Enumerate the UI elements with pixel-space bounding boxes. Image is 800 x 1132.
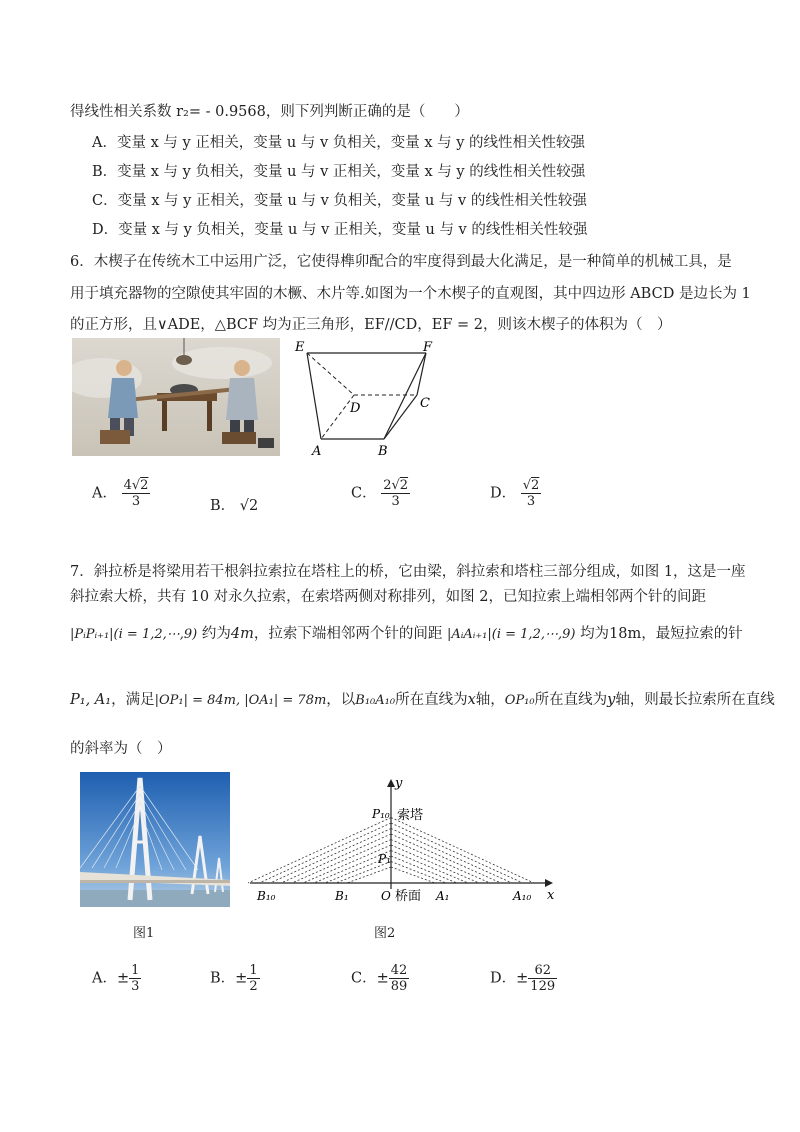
cable-line — [270, 829, 391, 884]
label-b10: B₁₀ — [257, 889, 276, 903]
q6-option-b: B． √2 — [210, 498, 259, 514]
q7-line1: 7．斜拉桥是将梁用若干根斜拉索拉在塔柱上的桥，它由梁，斜拉索和塔柱三部分组成，如图 1，这是一座 — [70, 564, 746, 580]
q7-line5: 的斜率为（ ） — [70, 741, 172, 757]
label-o: O — [381, 889, 391, 903]
label-c: C — [420, 396, 430, 411]
q5-option-a: A．变量 x 与 y 正相关，变量 u 与 v 负相关，变量 x 与 y 的线性相关性较强 — [92, 135, 586, 151]
cable-line — [391, 845, 479, 883]
cable-line — [391, 862, 446, 884]
bridge-photo — [80, 772, 230, 907]
q6-option-a: A． $\frac{4√2}{3}$ — [92, 478, 149, 509]
q7-option-b: B．± $\frac{1}{2}$ — [210, 963, 258, 994]
label-f: F — [423, 340, 433, 355]
bridge-diagram — [245, 775, 560, 910]
cable-line — [347, 867, 391, 883]
edge-ea — [307, 353, 321, 439]
q6-option-c: C． $\frac{2√2}{3}$ — [351, 478, 409, 509]
cable-line — [248, 818, 391, 884]
label-deck: 桥面 — [395, 889, 422, 904]
label-b1: B₁ — [335, 889, 349, 903]
x-axis-arrow — [545, 879, 553, 887]
label-y: y — [395, 776, 403, 791]
q6-line2: 用于填充器物的空隙使其牢固的木橛、木片等.如图为一个木楔子的直观图，其中四边形 ABCD 是边长为 1 — [70, 286, 751, 302]
cable-line — [391, 851, 468, 884]
cable-line — [281, 834, 391, 883]
edge-bc — [384, 395, 417, 439]
q7-line2: 斜拉索大桥，共有 10 对永久拉索，在索塔两侧对称排列，如图 2，已知拉索上端相邻两个针的间距 — [70, 589, 706, 605]
q7-option-c: C．± $\frac{42}{89}$ — [351, 963, 408, 994]
q5-option-d: D．变量 x 与 y 负相关，变量 u 与 v 正相关，变量 u 与 v 的线性相关性较强 — [92, 222, 588, 238]
woodwork-photo — [72, 338, 280, 456]
q5-option-b: B．变量 x 与 y 负相关，变量 u 与 v 正相关，变量 x 与 y 的线性相关性较强 — [92, 164, 586, 180]
wedge-diagram — [290, 338, 440, 463]
q7-line3: |PᵢPᵢ₊₁|(i = 1,2,⋯,9) 约为4m，拉索下端相邻两个针的间距 |AᵢAᵢ₊₁|(i = 1,2,⋯,9) 均为18m，最短拉索的针 — [70, 626, 743, 642]
q5-stem: 得线性相关系数 r₂= - 0.9568，则下列判断正确的是（ ） — [70, 104, 469, 120]
cable-line — [391, 829, 512, 884]
label-e: E — [295, 340, 305, 355]
label-a1: A₁ — [436, 889, 450, 903]
y-axis-arrow — [387, 779, 395, 787]
q6-line1: 6．木楔子在传统木工中运用广泛，它使得榫卯配合的牢度得到最大化满足，是一种简单的机械工具，是 — [70, 254, 732, 270]
q6-line3: 的正方形，且∨ADE，△BCF 均为正三角形，EF//CD，EF = 2，则该木楔子的体积为（ ） — [70, 317, 672, 333]
edge-ed — [307, 353, 354, 395]
fig1-caption: 图1 — [133, 926, 155, 941]
cable-line — [391, 867, 435, 883]
label-x: x — [547, 888, 555, 903]
label-tower: 索塔 — [397, 808, 424, 823]
cable-line — [391, 818, 534, 884]
label-b: B — [378, 444, 388, 459]
q7-option-d: D．± $\frac{62}{129}$ — [490, 963, 556, 994]
label-p10: P₁₀ — [372, 807, 390, 821]
edge-cf — [417, 353, 426, 395]
label-a: A — [312, 444, 322, 459]
q7-option-a: A．± $\frac{1}{3}$ — [92, 963, 140, 994]
q6-option-d: D． $\frac{√2}{3}$ — [490, 478, 540, 509]
cable-line — [391, 834, 501, 883]
label-d: D — [350, 401, 361, 416]
label-a10: A₁₀ — [513, 889, 532, 903]
q5-option-c: C．变量 x 与 y 正相关，变量 u 与 v 负相关，变量 u 与 v 的线性相关性较强 — [92, 193, 587, 209]
fig2-caption: 图2 — [374, 926, 396, 941]
label-p1: P₁ — [378, 852, 391, 866]
q7-line4: P₁, A₁，满足|OP₁| = 84m, |OA₁| = 78m，以B₁₀A₁₀所在直线为x轴，OP₁₀所在直线为y轴，则最长拉索所在直线 — [70, 692, 775, 708]
